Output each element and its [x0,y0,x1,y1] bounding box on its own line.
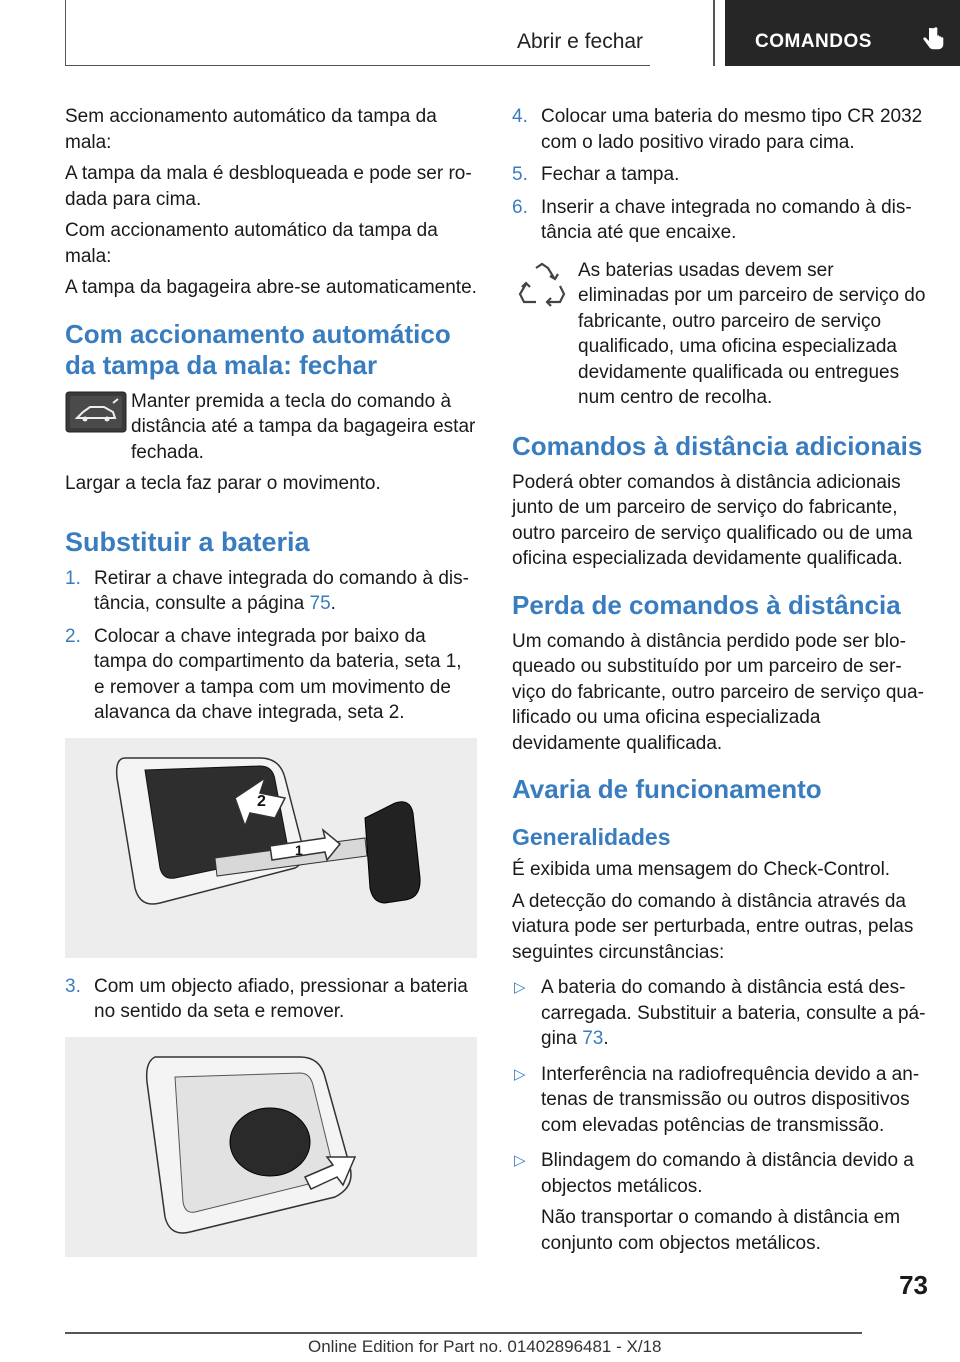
step-number: 5. [512,164,528,185]
trunk-button-icon [65,391,127,433]
bullet-text: A bateria do comando à distância está descarregada. Substituir a bateria, consulte a página [541,977,926,1049]
list-item [512,104,928,155]
punctuation: . [603,1028,609,1049]
edition-text: Online Edition for Part no. 01402896481 - X/18 [308,1337,662,1356]
battery-illustration [65,1037,477,1257]
bullet-text: Blindagem do comando à distância devido a objectos metálicos. [541,1150,914,1197]
key-cover-illustration [65,738,477,958]
heading-close-trunk: Com accionamento automático da tampa da mala: fechar [65,318,451,380]
list-item [65,624,477,726]
heading-lost-remotes: Perda de comandos à distância [512,589,901,620]
heading-additional-remotes: Comandos à distância adicionais [512,430,923,461]
list-item [512,975,928,1052]
paragraph: Poderá obter comandos à distância adicionais junto de um parceiro de serviço do fabricante, outro parceiro de serviço qualificado ou de uma oficina especializada devidamente qualificada. [512,471,913,569]
step-number: 4. [512,106,528,127]
paragraph: É exibida uma mensagem do Check-Control. [512,859,891,880]
bullet-text: Interferência na radiofrequência devido a antenas de transmissão ou outros dispositivos com elevadas potências de transmissão. [541,1063,920,1136]
figure-remove-battery [65,1037,477,1257]
arrow-label-1: 1 [295,841,303,858]
step-number: 1. [65,567,81,589]
page-link[interactable]: 73 [582,1028,604,1049]
list-item [512,195,928,246]
hand-pointer-icon [921,26,945,54]
step-text: Retirar a chave integrada do comando à distância, consulte a página [94,567,469,614]
close-note-text: Manter premida a tecla do comando à distância até a tampa da bagageira estar fechada. [131,390,476,463]
page-link[interactable]: 75 [309,593,331,614]
page-header [65,0,960,66]
chapter-tab [725,0,960,66]
paragraph: Um comando à distância perdido pode ser bloqueado ou substituído por um parceiro de serviço do fabricante, outro parceiro de serviço qualificado ou uma oficina especializada devidamente qualificada. [512,630,924,754]
list-item [65,974,477,1025]
list-item [512,1148,928,1256]
recycle-note-text: As baterias usadas devem ser eliminadas por um parceiro de serviço do fabricante, outro parceiro de serviço qualificado, uma oficina especializada devidamente qualificada ou entregues num centro de recolha. [578,259,926,408]
figure-remove-cover [65,738,477,958]
step-number: 2. [65,625,81,647]
paragraph: Sem accionamento automático da tampa da mala: [65,106,437,153]
triangle-bullet-icon: ▷ [514,1065,526,1083]
header-section-title: Abrir e fechar [517,30,644,53]
step-text: Colocar a chave integrada por baixo da tampa do compartimento da bateria, seta 1, e remover a tampa com um movimento de alavanca da chave integrada, seta 2. [94,625,462,723]
close-note [65,389,477,466]
step-text: Inserir a chave integrada no comando à distância até que encaixe. [541,196,912,243]
arrow-label-2: 2 [257,792,266,810]
right-column [512,104,928,1263]
bullet-subtext: Não transportar o comando à distância em conjunto com objectos metálicos. [541,1207,901,1254]
paragraph: Largar a tecla faz parar o movimento. [65,473,381,494]
heading-malfunction: Avaria de funcionamento [512,774,822,804]
step-text: Fechar a tampa. [541,164,680,185]
paragraph: A tampa da bagageira abre-se automaticamente. [65,277,477,298]
footer-divider [65,1332,862,1334]
list-item [512,162,928,188]
list-item [65,566,477,617]
list-item [512,1062,928,1139]
heading-battery: Substituir a bateria [65,526,310,557]
step-text: Colocar uma bateria do mesmo tipo CR 2032 com o lado positivo virado para cima. [541,106,923,153]
paragraph: A detecção do comando à distância através da viatura pode ser perturbada, entre outras, pelas seguintes circunstâncias: [512,890,914,963]
heading-general: Generalidades [512,824,671,850]
left-column [65,104,477,1273]
header-divider [713,0,715,66]
chapter-title: COMANDOS [755,31,872,52]
recycle-icon [514,260,570,316]
page-number: 73 [899,1270,928,1300]
step-number: 3. [65,975,81,997]
punctuation: . [330,593,336,614]
triangle-bullet-icon: ▷ [514,979,526,996]
recycle-note [512,258,928,411]
paragraph: A tampa da mala é desbloqueada e pode ser rodada para cima. [65,163,472,210]
step-text: Com um objecto afiado, pressionar a bateria no sentido da seta e remover. [94,975,468,1022]
paragraph: Com accionamento automático da tampa da mala: [65,220,438,267]
triangle-bullet-icon: ▷ [514,1152,526,1169]
step-number: 6. [512,196,528,218]
